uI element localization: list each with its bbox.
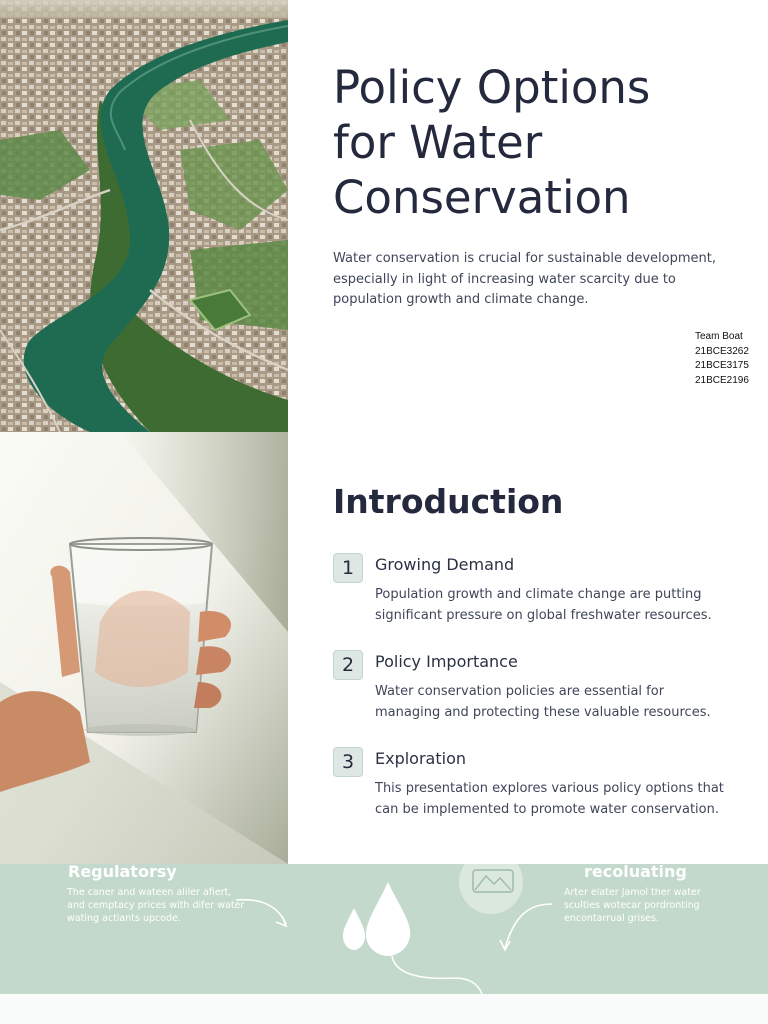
team-member-id: 21BCE3175 (695, 360, 749, 371)
number-badge: 3 (333, 747, 363, 777)
aerial-river-city-image (0, 0, 288, 432)
number-badge: 2 (333, 650, 363, 680)
team-member-id: 21BCE2196 (695, 374, 749, 386)
point-description: Population growth and climate change are putting significant pressure on global freshwater resources. (375, 587, 712, 623)
glass-of-water-image (0, 432, 288, 864)
introduction-heading: Introduction (333, 482, 564, 521)
section-heading-right: recoluating (584, 864, 687, 881)
section-text-left: The caner and wateen aliler afiert, and cemptacy prices with difer water wating actiants upcode. (67, 887, 245, 924)
point-title: Growing Demand (375, 555, 515, 574)
team-name: Team Boat (695, 331, 743, 342)
title-slide (0, 0, 768, 432)
landscape-icon (459, 864, 523, 914)
policy-infographic-slide (0, 864, 768, 994)
section-text-right: Arter elater Jamol ther water sculties wotecar pordronting encontarrual grises. (564, 887, 701, 924)
point-description: This presentation explores various policy options that can be implemented to promote water conservation. (375, 781, 724, 817)
section-heading-left: Regulatorsy (68, 864, 177, 881)
team-member-id: 21BCE3262 (695, 345, 749, 357)
water-drop-icon (343, 882, 410, 956)
point-title: Policy Importance (375, 652, 518, 671)
introduction-slide (0, 432, 768, 864)
slide-title: Policy Options for Water Conservation (333, 61, 651, 224)
arrow-down-icon (505, 904, 552, 948)
slide-subtitle: Water conservation is crucial for sustainable development, especially in light of increasing water scarcity due to population growth and climate change. (333, 251, 716, 307)
page-bottom-margin (0, 994, 768, 1024)
number-badge: 1 (333, 553, 363, 583)
point-title: Exploration (375, 749, 466, 768)
point-description: Water conservation policies are essential for managing and protecting these valuable resources. (375, 684, 711, 720)
team-credits (695, 330, 749, 388)
